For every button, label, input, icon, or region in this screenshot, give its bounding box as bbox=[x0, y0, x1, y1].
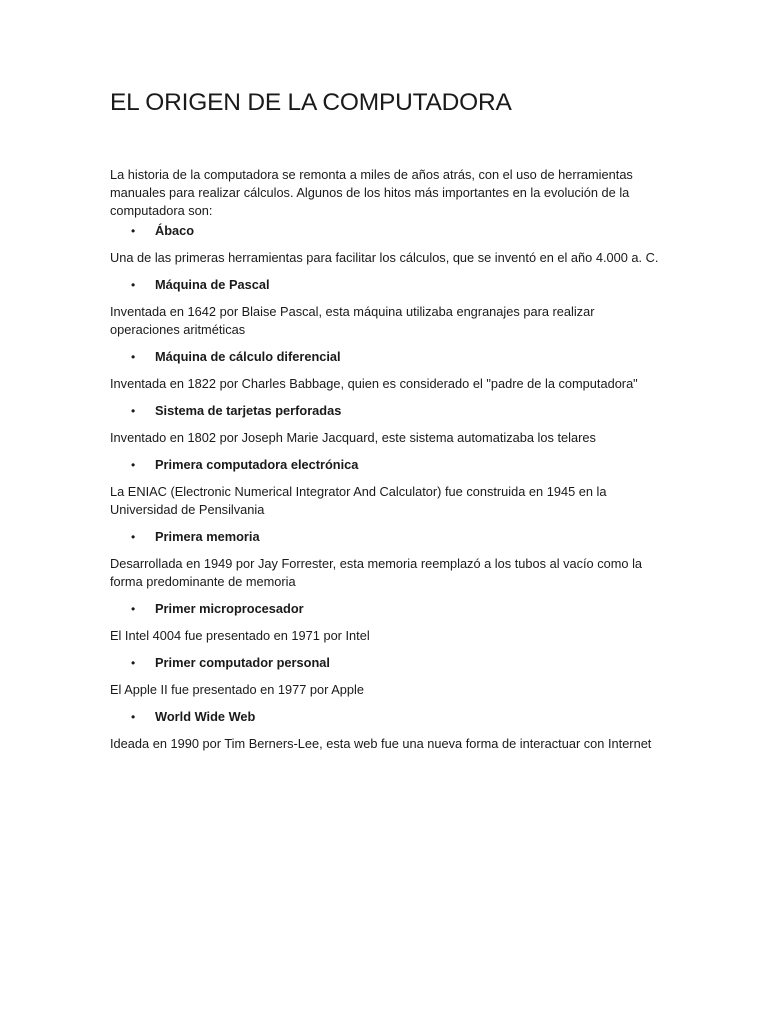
bullet-icon: • bbox=[131, 278, 136, 292]
milestone-description: La ENIAC (Electronic Numerical Integrator And Calculator) fue construida en 1945 en la Universidad de Pensilvania bbox=[110, 484, 607, 517]
milestone-entry bbox=[110, 600, 660, 645]
bullet-icon: • bbox=[131, 350, 136, 364]
milestone-label: Máquina de cálculo diferencial bbox=[155, 349, 341, 364]
milestone-label: Primera computadora electrónica bbox=[155, 457, 359, 472]
milestone-label: Primer computador personal bbox=[155, 655, 330, 670]
milestone-label: Máquina de Pascal bbox=[155, 277, 270, 292]
milestone-bullet bbox=[110, 654, 660, 672]
milestone-entry bbox=[110, 348, 660, 393]
milestone-entry bbox=[110, 528, 660, 591]
milestone-label: Ábaco bbox=[155, 223, 195, 238]
milestone-entry bbox=[110, 456, 660, 519]
milestone-bullet bbox=[110, 348, 660, 366]
milestone-description: Inventada en 1642 por Blaise Pascal, esta máquina utilizaba engranajes para realizar operaciones aritméticas bbox=[110, 304, 595, 337]
milestone-bullet bbox=[110, 276, 660, 294]
milestone-bullet bbox=[110, 222, 660, 240]
milestone-bullet bbox=[110, 600, 660, 618]
milestone-label: Primer microprocesador bbox=[155, 601, 304, 616]
bullet-icon: • bbox=[131, 656, 136, 670]
milestone-bullet bbox=[110, 456, 660, 474]
intro-paragraph: La historia de la computadora se remonta a miles de años atrás, con el uso de herramientas manuales para realizar cálculos. Algunos de los hitos más importantes en la evolución de la computadora son: bbox=[110, 167, 633, 218]
milestone-list bbox=[110, 222, 660, 753]
milestone-entry bbox=[110, 654, 660, 699]
milestone-entry bbox=[110, 708, 660, 753]
milestone-bullet bbox=[110, 402, 660, 420]
milestone-label: Sistema de tarjetas perforadas bbox=[155, 403, 342, 418]
milestone-entry bbox=[110, 276, 660, 339]
milestone-bullet bbox=[110, 528, 660, 546]
milestone-description: El Apple II fue presentado en 1977 por Apple bbox=[110, 682, 365, 697]
milestone-bullet bbox=[110, 708, 660, 726]
bullet-icon: • bbox=[131, 458, 136, 472]
milestone-description: El Intel 4004 fue presentado en 1971 por Intel bbox=[110, 628, 370, 643]
bullet-icon: • bbox=[131, 404, 136, 418]
milestone-description: Inventado en 1802 por Joseph Marie Jacquard, este sistema automatizaba los telares bbox=[110, 430, 596, 445]
milestone-entry bbox=[110, 402, 660, 447]
milestone-description: Una de las primeras herramientas para facilitar los cálculos, que se inventó en el año 4.000 a. C. bbox=[110, 250, 659, 265]
bullet-icon: • bbox=[131, 224, 136, 238]
milestone-label: Primera memoria bbox=[155, 529, 260, 544]
bullet-icon: • bbox=[131, 530, 136, 544]
page-title: EL ORIGEN DE LA COMPUTADORA bbox=[110, 89, 512, 116]
milestone-description: Desarrollada en 1949 por Jay Forrester, esta memoria reemplazó a los tubos al vacío como la forma predominante de memoria bbox=[110, 556, 643, 589]
milestone-description: Inventada en 1822 por Charles Babbage, quien es considerado el "padre de la computadora" bbox=[110, 376, 638, 391]
milestone-label: World Wide Web bbox=[155, 709, 256, 724]
bullet-icon: • bbox=[131, 710, 136, 724]
bullet-icon: • bbox=[131, 602, 136, 616]
milestone-description: Ideada en 1990 por Tim Berners-Lee, esta web fue una nueva forma de interactuar con Internet bbox=[110, 736, 652, 751]
milestone-entry bbox=[110, 222, 660, 267]
